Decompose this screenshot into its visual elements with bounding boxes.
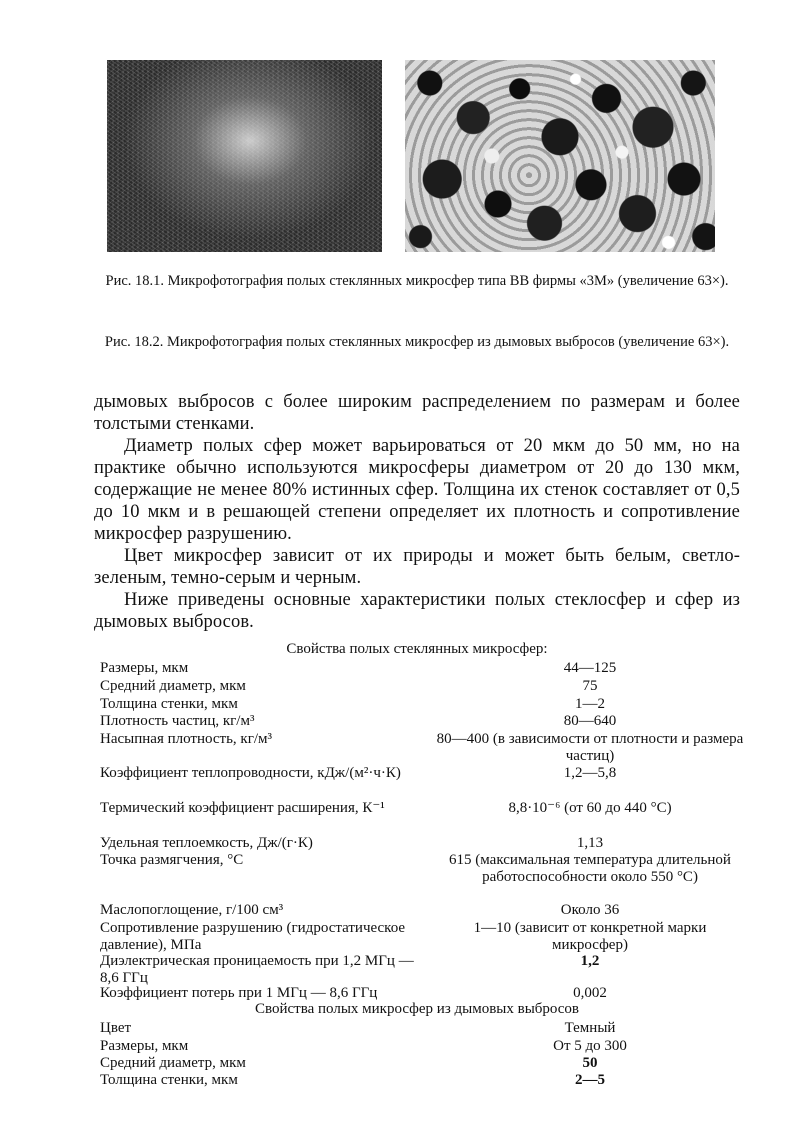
property-label: Термический коэффициент расширения, К⁻¹ xyxy=(100,800,385,816)
property-label: Коэффициент потерь при 1 МГц — 8,6 ГГц xyxy=(100,985,378,1001)
figure-18-2-caption: Рис. 18.2. Микрофотография полых стеклянных микросфер из дымовых выбросов (увеличение 63×). xyxy=(104,334,730,350)
property-label: Размеры, мкм xyxy=(100,660,189,676)
property-label: Удельная теплоемкость, Дж/(г·К) xyxy=(100,835,313,851)
property-label: Плотность частиц, кг/м³ xyxy=(100,713,255,729)
property-value: 1,2—5,8 xyxy=(563,765,617,781)
paragraph-continuation: дымовых выбросов с более широким распределением по размерам и более толстыми стенками. xyxy=(94,392,740,434)
property-value: 0,002 xyxy=(573,985,607,1001)
property-label: Цвет xyxy=(100,1020,132,1036)
property-value: 80—640 xyxy=(563,713,617,729)
property-value: 1,2 xyxy=(580,953,600,969)
property-value: 615 (максимальная температура длительной работоспособности около 550 °С) xyxy=(449,852,731,885)
property-label: Толщина стенки, мкм xyxy=(100,696,238,712)
property-label: Насыпная плотность, кг/м³ xyxy=(100,731,273,747)
property-value: 80—400 (в зависимости от плотности и размера частиц) xyxy=(436,731,744,764)
property-label: Сопротивление разрушению (гидростатическое давление), МПа xyxy=(100,920,406,953)
property-label: Средний диаметр, мкм xyxy=(100,1055,246,1071)
property-value: Около 36 xyxy=(560,902,620,918)
property-label: Маслопоглощение, г/100 см³ xyxy=(100,902,284,918)
property-value: 8,8·10⁻⁶ (от 60 до 440 °С) xyxy=(508,800,672,816)
property-label: Средний диаметр, мкм xyxy=(100,678,246,694)
smoke-properties-title: Свойства полых микросфер из дымовых выбросов xyxy=(254,1001,580,1017)
glass-properties-title: Свойства полых стеклянных микросфер: xyxy=(286,641,548,657)
property-label: Размеры, мкм xyxy=(100,1038,189,1054)
property-value: 44—125 xyxy=(563,660,617,676)
property-value: 1—10 (зависит от конкретной марки микросфер) xyxy=(473,920,707,953)
paragraph-diameter: Диаметр полых сфер может варьироваться от 20 мкм до 50 мм, но на практике обычно используются микросферы диаметром от 20 до 130 мкм, содержащие не менее 80% истинных сфер. Толщина их стенок составляет от 0,5 до 10 мкм и в решающей степени определяет их плотность и сопротивление микросфер разрушению. xyxy=(94,436,740,544)
property-value: 50 xyxy=(582,1055,598,1071)
property-label: Коэффициент теплопроводности, кДж/(м²·ч·К) xyxy=(100,765,401,781)
property-label: Точка размягчения, °С xyxy=(100,852,244,868)
figure-18-1-caption: Рис. 18.1. Микрофотография полых стеклянных микросфер типа ВВ фирмы «3М» (увеличение 63×). xyxy=(105,273,729,289)
property-label: Толщина стенки, мкм xyxy=(100,1072,238,1088)
property-value: Темный xyxy=(564,1020,616,1036)
property-value: 75 xyxy=(582,678,598,694)
paragraph-intro-properties: Ниже приведены основные характеристики полых стеклосфер и сфер из дымовых выбросов. xyxy=(94,590,740,632)
paragraph-color: Цвет микросфер зависит от их природы и может быть белым, светло-зеленым, темно-серым и черным. xyxy=(94,546,740,588)
micrograph-bb-microspheres xyxy=(107,60,382,252)
property-label: Диэлектрическая проницаемость при 1,2 МГц — 8,6 ГГц xyxy=(100,953,414,986)
property-value: 1,13 xyxy=(576,835,604,851)
micrograph-smoke-microspheres xyxy=(405,60,715,252)
property-value: От 5 до 300 xyxy=(553,1038,627,1054)
property-value: 2—5 xyxy=(575,1072,605,1088)
property-value: 1—2 xyxy=(575,696,605,712)
